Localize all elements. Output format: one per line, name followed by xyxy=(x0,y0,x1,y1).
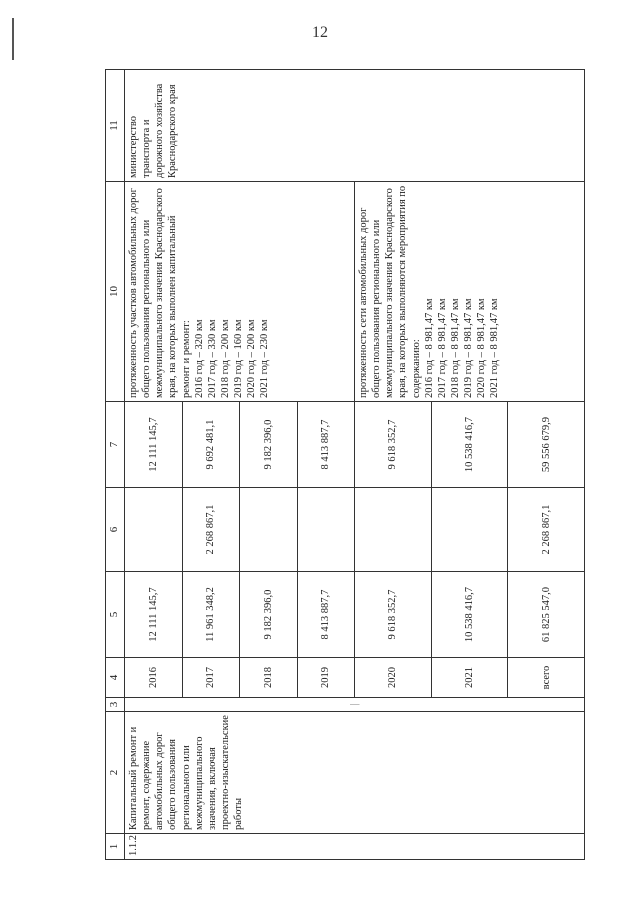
item-number: 1.1.2 xyxy=(125,834,585,860)
header-row xyxy=(106,70,125,860)
value-cell: 10 538 416,7 xyxy=(431,402,508,488)
result-2-text: протяженность сети автомобильных дорог общего пользования регионального или межмуниципального значения Краснодарского края, на которых выполняются мероприятия по содержанию: xyxy=(358,185,422,398)
result-2-item: 2016 год – 8 981,47 км xyxy=(423,298,435,398)
value-cell xyxy=(431,488,508,572)
value-cell xyxy=(355,488,432,572)
header-cell: 10 xyxy=(106,182,125,402)
col3-mark: | xyxy=(125,698,585,712)
result-1-item: 2018 год – 200 км xyxy=(219,319,231,398)
header-cell: 5 xyxy=(106,572,125,658)
year-cell-total: всего xyxy=(508,658,585,698)
header-cell: 4 xyxy=(106,658,125,698)
page-number: 12 xyxy=(312,24,328,41)
result-1-text: протяженность участков автомобильных дорог общего пользования регионального или межмуниципального значения Краснодарского края, на которых выполнен капитальный ремонт и ремонт: xyxy=(128,188,192,398)
value-cell: 2 268 867,1 xyxy=(508,488,585,572)
value-cell: 10 538 416,7 xyxy=(431,572,508,658)
value-cell: 9 692 481,1 xyxy=(182,402,240,488)
value-cell: 12 111 145,7 xyxy=(125,402,183,488)
header-cell: 3 xyxy=(106,698,125,712)
value-cell: 9 618 352,7 xyxy=(355,572,432,658)
result-2-item: 2021 год – 8 981,47 км xyxy=(489,298,501,398)
value-cell xyxy=(125,488,183,572)
value-cell: 9 618 352,7 xyxy=(355,402,432,488)
value-cell: 11 961 348,2 xyxy=(182,572,240,658)
result-1-item: 2019 год – 160 км xyxy=(233,319,244,398)
result-2-item: 2020 год – 8 981,47 км xyxy=(476,298,488,398)
value-cell: 9 182 396,0 xyxy=(240,402,298,488)
value-cell xyxy=(297,488,355,572)
value-cell: 2 268 867,1 xyxy=(182,488,240,572)
result-1-item: 2017 год – 330 км xyxy=(206,319,218,398)
result-1-cell xyxy=(125,182,355,402)
header-cell: 7 xyxy=(106,402,125,488)
header-cell: 1 xyxy=(106,834,125,860)
result-2-cell xyxy=(355,182,585,402)
value-cell: 59 556 679,9 xyxy=(508,402,585,488)
header-cell: 6 xyxy=(106,488,125,572)
table-row xyxy=(125,70,183,860)
header-cell: 11 xyxy=(106,70,125,182)
result-2-item: 2018 год – 8 981,47 км xyxy=(449,298,461,398)
year-cell: 2016 xyxy=(125,658,183,698)
item-name: Капитальный ремонт и ремонт, содержание автомобильных дорог общего пользования регионального или межмуниципального значения, включая проектно-изыскательские работы xyxy=(125,712,585,834)
value-cell: 9 182 396,0 xyxy=(240,572,298,658)
year-cell: 2017 xyxy=(182,658,240,698)
result-1-item: 2021 год – 230 км xyxy=(259,319,271,398)
result-2-item: 2019 год – 8 981,47 км xyxy=(463,298,474,398)
header-cell: 2 xyxy=(106,712,125,834)
value-cell: 8 413 887,7 xyxy=(297,402,355,488)
year-cell: 2018 xyxy=(240,658,298,698)
result-2-item: 2017 год – 8 981,47 км xyxy=(436,298,448,398)
value-cell: 8 413 887,7 xyxy=(297,572,355,658)
year-cell: 2021 xyxy=(431,658,508,698)
year-cell: 2020 xyxy=(355,658,432,698)
year-cell: 2019 xyxy=(297,658,355,698)
responsible-cell: министерство транспорта и дорожного хозяйства Краснодарского края xyxy=(125,70,585,182)
value-cell: 12 111 145,7 xyxy=(125,572,183,658)
rotated-table-wrapper xyxy=(105,70,585,860)
result-1-item: 2016 год – 320 км xyxy=(193,319,205,398)
program-table xyxy=(105,69,585,860)
result-1-item: 2020 год – 200 км xyxy=(246,319,258,398)
value-cell xyxy=(240,488,298,572)
value-cell: 61 825 547,0 xyxy=(508,572,585,658)
